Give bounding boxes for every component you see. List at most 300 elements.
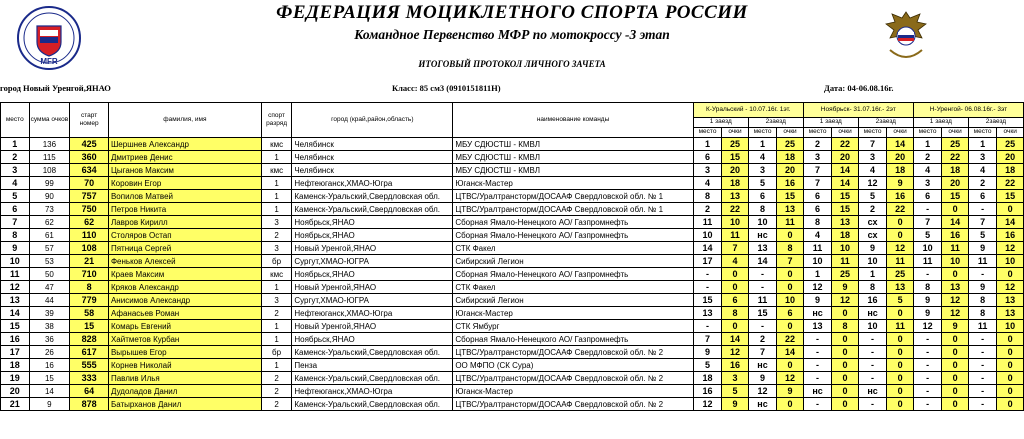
race-points-cell: 11 [777, 216, 804, 229]
table-row [1, 151, 1024, 164]
race-position-cell: 10 [748, 216, 777, 229]
race-position-cell: 2 [968, 177, 997, 190]
race-position-cell: 7 [913, 216, 942, 229]
race-position-cell: - [858, 398, 887, 411]
team-cell: Сборная Ямало-Ненецкого АО/ Газпромнефть [453, 333, 693, 346]
race-points-cell: 12 [722, 346, 748, 359]
name-cell: Петров Никита [108, 203, 261, 216]
city-cell: Пенза [292, 359, 453, 372]
race-points-cell: 13 [722, 190, 748, 203]
place-cell: 1 [1, 138, 30, 151]
city-cell: Ноябрьск,ЯНАО [292, 216, 453, 229]
city-cell: Каменск-Уральский,Свердловская обл. [292, 346, 453, 359]
table-row [1, 398, 1024, 411]
name-cell: Комарь Евгений [108, 320, 261, 333]
team-cell: МБУ СДЮСТШ - КМВЛ [453, 164, 693, 177]
race-position-cell: 1 [913, 138, 942, 151]
race-points-cell: 0 [997, 268, 1024, 281]
start-number-cell: 555 [70, 359, 109, 372]
race-position-cell: 1 [858, 268, 887, 281]
race-position-cell: 11 [693, 216, 722, 229]
race-position-cell: 1 [748, 138, 777, 151]
place-cell: 3 [1, 164, 30, 177]
race-points-cell: 11 [887, 320, 914, 333]
race-points-cell: 12 [832, 294, 858, 307]
place-cell: 14 [1, 307, 30, 320]
place-cell: 19 [1, 372, 30, 385]
race-points-cell: 0 [942, 398, 968, 411]
race-points-cell: 25 [777, 138, 804, 151]
race-points-cell: 13 [997, 294, 1024, 307]
rank-cell: 1 [261, 281, 292, 294]
rank-cell: 2 [261, 385, 292, 398]
col-rank: спорт разряд [261, 103, 292, 138]
table-row [1, 268, 1024, 281]
col-city: город (край,район,область) [292, 103, 453, 138]
race-points-cell: 0 [777, 268, 804, 281]
name-cell: Краев Максим [108, 268, 261, 281]
race-points-cell: 0 [942, 346, 968, 359]
sum-cell: 14 [29, 385, 70, 398]
start-number-cell: 58 [70, 307, 109, 320]
race-position-cell: - [748, 320, 777, 333]
sum-cell: 62 [29, 216, 70, 229]
start-number-cell: 360 [70, 151, 109, 164]
team-cell: ЦТВС/Уралтрансторм/ДОСААФ Свердловской обл. № 2 [453, 398, 693, 411]
city-cell: Ноябрьск,ЯНАО [292, 333, 453, 346]
stage-3-race-2-header: 2заезд [968, 117, 1023, 127]
sum-cell: 57 [29, 242, 70, 255]
table-row [1, 203, 1024, 216]
col-race-points: очки [887, 127, 914, 137]
city-cell: Каменск-Уральский,Свердловская обл. [292, 398, 453, 411]
sum-cell: 38 [29, 320, 70, 333]
team-cell: ЦТВС/Уралтрансторм/ДОСААФ Свердловской обл. № 1 [453, 203, 693, 216]
start-number-cell: 62 [70, 216, 109, 229]
col-race-position: место [693, 127, 722, 137]
race-points-cell: 4 [722, 255, 748, 268]
race-position-cell: 8 [748, 203, 777, 216]
start-number-cell: 710 [70, 268, 109, 281]
col-race-points: очки [997, 127, 1024, 137]
race-position-cell: 15 [748, 307, 777, 320]
race-position-cell: 9 [858, 242, 887, 255]
race-class: Класс: 85 см3 (0910151811Н) [392, 83, 501, 93]
sum-cell: 16 [29, 359, 70, 372]
race-points-cell: 12 [942, 307, 968, 320]
place-cell: 10 [1, 255, 30, 268]
place-cell: 21 [1, 398, 30, 411]
sum-cell: 73 [29, 203, 70, 216]
place-cell: 16 [1, 333, 30, 346]
race-points-cell: 16 [777, 177, 804, 190]
race-position-cell: сх [858, 229, 887, 242]
place-cell: 7 [1, 216, 30, 229]
race-position-cell: 4 [913, 164, 942, 177]
race-points-cell: 11 [887, 255, 914, 268]
race-position-cell: нс [748, 359, 777, 372]
results-table [0, 102, 1024, 411]
name-cell: Феньков Алексей [108, 255, 261, 268]
race-position-cell: 4 [858, 164, 887, 177]
race-points-cell: 18 [997, 164, 1024, 177]
race-position-cell: 17 [693, 255, 722, 268]
race-points-cell: 0 [777, 359, 804, 372]
stage-2-race-1-header: 1 заезд [803, 117, 858, 127]
place-cell: 9 [1, 242, 30, 255]
race-points-cell: 13 [777, 203, 804, 216]
race-position-cell: 2 [858, 203, 887, 216]
race-points-cell: 25 [887, 268, 914, 281]
race-points-cell: 8 [722, 307, 748, 320]
table-row [1, 372, 1024, 385]
sum-cell: 39 [29, 307, 70, 320]
race-points-cell: 12 [777, 372, 804, 385]
race-position-cell: 18 [693, 372, 722, 385]
race-position-cell: 16 [693, 385, 722, 398]
race-points-cell: 0 [997, 398, 1024, 411]
race-position-cell: - [858, 346, 887, 359]
race-position-cell: 11 [913, 255, 942, 268]
race-position-cell: сх [858, 216, 887, 229]
race-points-cell: 0 [997, 359, 1024, 372]
table-row [1, 359, 1024, 372]
name-cell: Батырханов Данил [108, 398, 261, 411]
place-cell: 11 [1, 268, 30, 281]
rank-cell: бр [261, 346, 292, 359]
col-race-points: очки [777, 127, 804, 137]
race-points-cell: 0 [887, 307, 914, 320]
race-position-cell: 2 [913, 151, 942, 164]
race-position-cell: 3 [693, 164, 722, 177]
race-points-cell: 25 [942, 138, 968, 151]
race-points-cell: 3 [722, 372, 748, 385]
start-number-cell: 21 [70, 255, 109, 268]
race-points-cell: 0 [832, 333, 858, 346]
rank-cell: 2 [261, 372, 292, 385]
race-position-cell: 4 [748, 151, 777, 164]
race-position-cell: 12 [748, 385, 777, 398]
race-points-cell: 14 [887, 138, 914, 151]
race-position-cell: 10 [858, 320, 887, 333]
table-row [1, 346, 1024, 359]
col-name: фамилия, имя [108, 103, 261, 138]
race-position-cell: 9 [968, 281, 997, 294]
race-position-cell: 5 [858, 190, 887, 203]
race-points-cell: 25 [832, 268, 858, 281]
table-row [1, 229, 1024, 242]
team-cell: ЦТВС/Уралтрансторм/ДОСААФ Свердловской обл. № 2 [453, 346, 693, 359]
rank-cell: 3 [261, 294, 292, 307]
race-points-cell: 11 [942, 242, 968, 255]
city-cell: Нефтеюганск,ХМАО-Югра [292, 385, 453, 398]
start-number-cell: 8 [70, 281, 109, 294]
table-row [1, 255, 1024, 268]
race-position-cell: 11 [803, 242, 832, 255]
name-cell: Кряков Александр [108, 281, 261, 294]
race-position-cell: 10 [693, 229, 722, 242]
rank-cell: кмс [261, 138, 292, 151]
race-points-cell: 0 [887, 372, 914, 385]
city-cell: Новый Уренгой,ЯНАО [292, 281, 453, 294]
race-points-cell: 20 [832, 151, 858, 164]
race-position-cell: 13 [803, 320, 832, 333]
col-race-position: место [968, 127, 997, 137]
race-position-cell: 3 [803, 151, 832, 164]
page-title: ФЕДЕРАЦИЯ МОЦИКЛЕТНОГО СПОРТА РОССИИ [276, 2, 748, 23]
name-cell: Столяров Остап [108, 229, 261, 242]
col-race-points: очки [722, 127, 748, 137]
race-position-cell: 5 [693, 359, 722, 372]
rank-cell: 2 [261, 307, 292, 320]
start-number-cell: 828 [70, 333, 109, 346]
race-position-cell: 12 [913, 320, 942, 333]
table-row [1, 164, 1024, 177]
race-position-cell: 16 [858, 294, 887, 307]
col-race-position: место [858, 127, 887, 137]
race-position-cell: 9 [803, 294, 832, 307]
race-points-cell: 9 [942, 320, 968, 333]
sum-cell: 136 [29, 138, 70, 151]
race-position-cell: 6 [968, 190, 997, 203]
race-points-cell: 0 [942, 359, 968, 372]
start-number-cell: 333 [70, 372, 109, 385]
race-points-cell: 0 [887, 346, 914, 359]
race-points-cell: 13 [832, 216, 858, 229]
sum-cell: 44 [29, 294, 70, 307]
race-points-cell: 22 [777, 333, 804, 346]
race-position-cell: 10 [803, 255, 832, 268]
team-cell: СТК Ямбург [453, 320, 693, 333]
race-position-cell: 9 [913, 294, 942, 307]
race-position-cell: - [913, 203, 942, 216]
race-position-cell: 6 [693, 151, 722, 164]
table-row [1, 333, 1024, 346]
race-points-cell: 0 [832, 346, 858, 359]
place-cell: 4 [1, 177, 30, 190]
race-position-cell: 8 [858, 281, 887, 294]
table-row [1, 177, 1024, 190]
city-cell: Челябинск [292, 151, 453, 164]
sum-cell: 26 [29, 346, 70, 359]
race-position-cell: 3 [913, 177, 942, 190]
race-position-cell: 7 [858, 138, 887, 151]
table-row [1, 281, 1024, 294]
race-points-cell: 16 [887, 190, 914, 203]
race-position-cell: 10 [858, 255, 887, 268]
sum-cell: 50 [29, 268, 70, 281]
table-row [1, 320, 1024, 333]
name-cell: Цыганов Максим [108, 164, 261, 177]
stage-2-header: Ноябрьск- 31.07.16г.- 2эт [803, 103, 913, 118]
protocol-title: ИТОГОВЫЙ ПРОТОКОЛ ЛИЧНОГО ЗАЧЕТА [418, 59, 606, 69]
team-cell: МБУ СДЮСТШ - КМВЛ [453, 138, 693, 151]
race-points-cell: 0 [887, 216, 914, 229]
race-points-cell: 15 [997, 190, 1024, 203]
race-points-cell: 14 [942, 216, 968, 229]
place-cell: 5 [1, 190, 30, 203]
stage-1-race-2-header: 2заезд [748, 117, 803, 127]
team-cell: Сборная Ямало-Ненецкого АО/ Газпромнефть [453, 229, 693, 242]
sum-cell: 36 [29, 333, 70, 346]
race-points-cell: 0 [777, 281, 804, 294]
name-cell: Корнев Николай [108, 359, 261, 372]
race-points-cell: 0 [942, 203, 968, 216]
race-position-cell: - [803, 372, 832, 385]
start-number-cell: 425 [70, 138, 109, 151]
table-row [1, 294, 1024, 307]
race-points-cell: 9 [887, 177, 914, 190]
race-position-cell: нс [858, 307, 887, 320]
rank-cell: кмс [261, 164, 292, 177]
team-cell: СТК Факел [453, 242, 693, 255]
city-cell: Каменск-Уральский,Свердловская обл. [292, 372, 453, 385]
start-number-cell: 878 [70, 398, 109, 411]
place-cell: 18 [1, 359, 30, 372]
race-position-cell: 5 [913, 229, 942, 242]
race-points-cell: 12 [997, 242, 1024, 255]
race-points-cell: 0 [997, 346, 1024, 359]
race-points-cell: 14 [722, 333, 748, 346]
race-position-cell: нс [748, 398, 777, 411]
race-points-cell: 16 [997, 229, 1024, 242]
city-cell: Новый Уренгой,ЯНАО [292, 320, 453, 333]
race-points-cell: 0 [777, 320, 804, 333]
race-points-cell: 11 [722, 229, 748, 242]
rank-cell: 1 [261, 190, 292, 203]
race-position-cell: 7 [968, 216, 997, 229]
race-points-cell: 22 [942, 151, 968, 164]
race-position-cell: 2 [748, 333, 777, 346]
place-cell: 13 [1, 294, 30, 307]
team-cell: ОО МФПО (СК Сура) [453, 359, 693, 372]
race-points-cell: 9 [832, 281, 858, 294]
race-position-cell: 3 [968, 151, 997, 164]
race-position-cell: - [803, 398, 832, 411]
col-race-points: очки [832, 127, 858, 137]
race-points-cell: 14 [777, 346, 804, 359]
race-date: Дата: 04-06.08.16г. [824, 83, 894, 93]
team-cell: ЦТВС/Уралтрансторм/ДОСААФ Свердловской обл. № 1 [453, 190, 693, 203]
name-cell: Вырышев Егор [108, 346, 261, 359]
race-points-cell: 18 [942, 164, 968, 177]
race-points-cell: 10 [997, 320, 1024, 333]
sum-cell: 9 [29, 398, 70, 411]
team-cell: Сибирский Легион [453, 294, 693, 307]
race-position-cell: 12 [803, 281, 832, 294]
race-position-cell: - [968, 333, 997, 346]
table-row [1, 216, 1024, 229]
place-cell: 17 [1, 346, 30, 359]
race-position-cell: 11 [968, 255, 997, 268]
race-position-cell: 4 [968, 164, 997, 177]
team-cell: ЦТВС/Уралтрансторм/ДОСААФ Свердловской обл. № 2 [453, 372, 693, 385]
race-position-cell: - [913, 333, 942, 346]
race-position-cell: 7 [693, 333, 722, 346]
rank-cell: 3 [261, 242, 292, 255]
city-cell: Каменск-Уральский,Свердловская обл. [292, 203, 453, 216]
race-position-cell: - [803, 346, 832, 359]
start-number-cell: 757 [70, 190, 109, 203]
race-position-cell: 14 [693, 242, 722, 255]
race-position-cell: 6 [748, 190, 777, 203]
start-number-cell: 110 [70, 229, 109, 242]
race-points-cell: 14 [832, 164, 858, 177]
race-points-cell: 6 [722, 294, 748, 307]
race-points-cell: 15 [832, 203, 858, 216]
race-position-cell: 13 [748, 242, 777, 255]
sum-cell: 108 [29, 164, 70, 177]
race-position-cell: 1 [968, 138, 997, 151]
race-position-cell: - [858, 359, 887, 372]
race-position-cell: - [913, 359, 942, 372]
team-cell: Сборная Ямало-Ненецкого АО/ Газпромнефть [453, 268, 693, 281]
start-number-cell: 634 [70, 164, 109, 177]
race-position-cell: - [803, 333, 832, 346]
page-subtitle: Командное Первенство МФР по мотокроссу -3 этап [354, 27, 670, 42]
rank-cell: кмс [261, 268, 292, 281]
race-position-cell: 8 [913, 281, 942, 294]
race-position-cell: - [968, 203, 997, 216]
race-position-cell: 9 [693, 346, 722, 359]
rank-cell: 1 [261, 333, 292, 346]
rank-cell: 1 [261, 177, 292, 190]
city-cell: Ноябрьск,ЯНАО [292, 268, 453, 281]
rank-cell: 1 [261, 320, 292, 333]
name-cell: Лавров Кирилл [108, 216, 261, 229]
place-cell: 12 [1, 281, 30, 294]
race-points-cell: 13 [887, 281, 914, 294]
race-position-cell: 6 [803, 190, 832, 203]
race-points-cell: 9 [777, 385, 804, 398]
rank-cell: бр [261, 255, 292, 268]
name-cell: Дмитриев Денис [108, 151, 261, 164]
race-position-cell: 5 [968, 229, 997, 242]
race-points-cell: 0 [832, 307, 858, 320]
race-points-cell: 15 [722, 151, 748, 164]
city-cell: Челябинск [292, 138, 453, 151]
race-points-cell: 0 [832, 359, 858, 372]
race-position-cell: - [858, 372, 887, 385]
race-points-cell: 7 [722, 242, 748, 255]
race-position-cell: 6 [803, 203, 832, 216]
race-points-cell: 20 [887, 151, 914, 164]
start-number-cell: 108 [70, 242, 109, 255]
race-points-cell: 12 [997, 281, 1024, 294]
table-row [1, 307, 1024, 320]
race-position-cell: - [858, 333, 887, 346]
race-points-cell: 25 [997, 138, 1024, 151]
race-points-cell: 10 [777, 294, 804, 307]
race-position-cell: 7 [748, 346, 777, 359]
race-points-cell: 13 [942, 281, 968, 294]
race-points-cell: 14 [997, 216, 1024, 229]
race-position-cell: 5 [748, 177, 777, 190]
race-points-cell: 20 [942, 177, 968, 190]
race-position-cell: 1 [693, 138, 722, 151]
stage-1-race-1-header: 1 заезд [693, 117, 748, 127]
race-points-cell: 0 [832, 385, 858, 398]
race-points-cell: 15 [942, 190, 968, 203]
name-cell: Пятница Сергей [108, 242, 261, 255]
team-cell: Юганск-Мастер [453, 307, 693, 320]
race-points-cell: 12 [942, 294, 968, 307]
race-points-cell: 8 [832, 320, 858, 333]
race-position-cell: 9 [913, 307, 942, 320]
race-position-cell: - [968, 346, 997, 359]
race-points-cell: 0 [942, 372, 968, 385]
team-cell: Сибирский Легион [453, 255, 693, 268]
